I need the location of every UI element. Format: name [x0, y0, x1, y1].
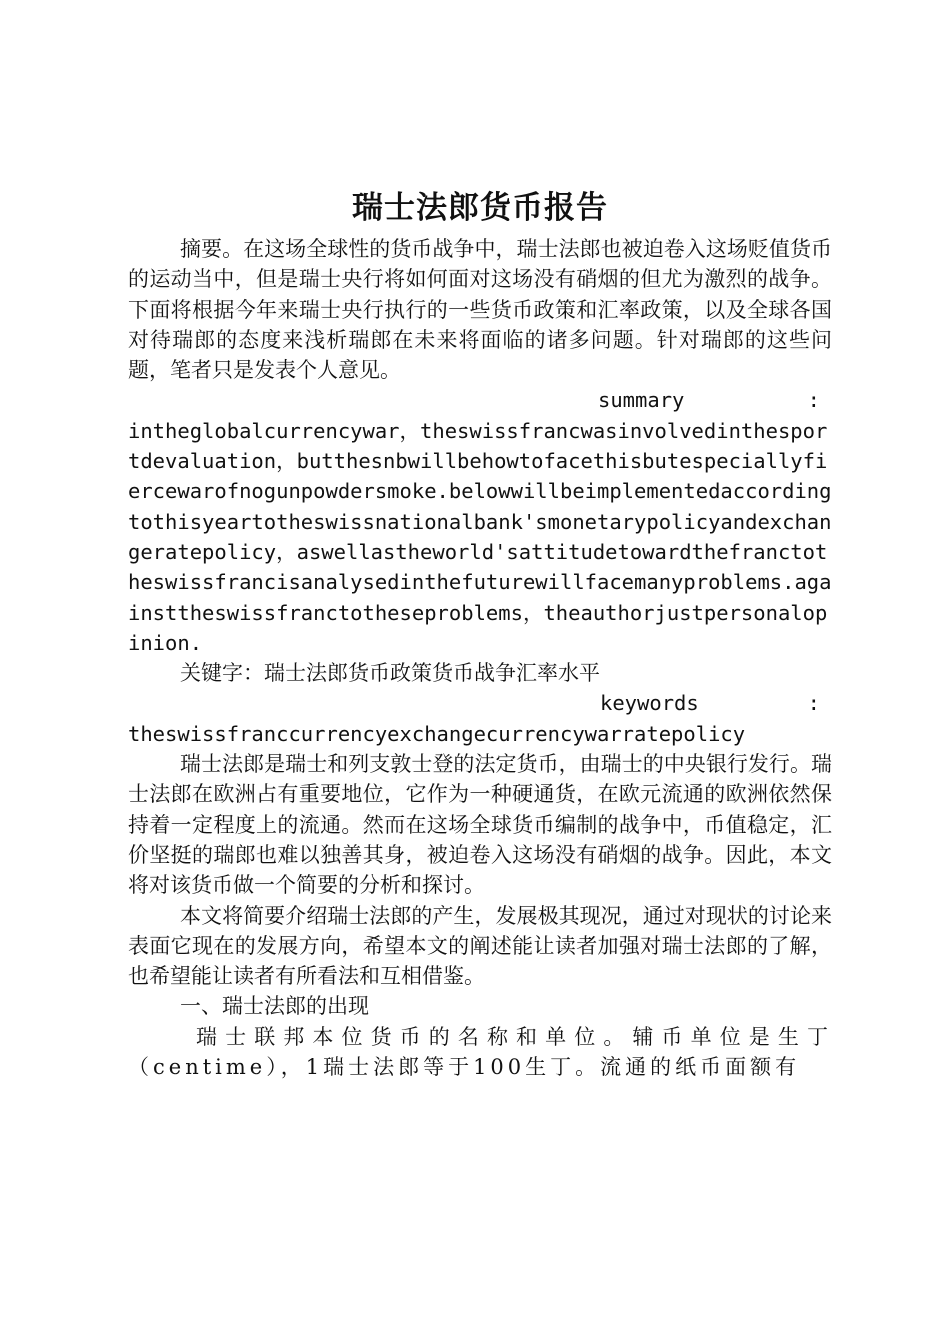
document-page: [128, 186, 832, 1082]
paragraph-purpose: 本文将简要介绍瑞士法郎的产生，发展极其现况，通过对现状的讨论来表面它现在的发展方向，希望本文的阐述能让读者加强对瑞士法郎的了解，也希望能让读者有所看法和互相借鉴。: [128, 903, 832, 989]
summary-label-row: [128, 385, 832, 415]
keywords-label: keywords: [600, 691, 699, 716]
document-title: 瑞士法郎货币报告: [352, 190, 608, 226]
paragraph-intro: 瑞士法郎是瑞士和列支敦士登的法定货币，由瑞士的中央银行发行。瑞士法郎在欧洲占有重要地位，它作为一种硬通货，在欧元流通的欧洲依然保持着一定程度上的流通。然而在这场全球货币编制的战争中，币值稳定，汇价坚挺的瑞郎也难以独善其身，被迫卷入这场没有硝烟的战争。因此，本文将对该货币做一个简要的分析和探讨。: [128, 752, 832, 898]
section-heading-1: 一、瑞士法郎的出现: [180, 994, 369, 1019]
summary-colon: :: [807, 388, 820, 413]
keywords-colon: :: [807, 691, 820, 716]
summary-label: summary: [598, 388, 685, 413]
abstract-chinese: 摘要。在这场全球性的货币战争中，瑞士法郎也被迫卷入这场贬值货币的运动当中，但是瑞士央行将如何面对这场没有硝烟的但尤为激烈的战争。下面将根据今年来瑞士央行执行的一些货币政策和汇率政策，以及全球各国对待瑞郎的态度来浅析瑞郎在未来将面临的诸多问题。针对瑞郎的这些问题，笔者只是发表个人意见。: [128, 237, 832, 383]
keywords-english: theswissfranccurrencyexchangecurrencywarratepolicy: [128, 721, 746, 746]
paragraph-origin: 瑞士联邦本位货币的名称和单位。辅币单位是生丁（centime），1瑞士法郎等于100生丁。流通的纸币面额有: [128, 1024, 832, 1080]
summary-english: intheglobalcurrencywar，theswissfrancwasinvolvedinthesportdevaluation，butthesnbwillbehowtofacethisbutespeciallyfiercewarofnogunpowdersmoke.belowwillbeimplementedaccordingtothisyeartotheswissnationalbank'smonetarypolicyandexchangeratepolicy，aswellastheworld'sattitudetowardthefranctotheswissfrancisanalysedinthefuturewillfacemanyproblems.againsttheswissfranctotheseproblems，theauthorjustpersonalopinion.: [128, 418, 832, 655]
keywords-label-row: [128, 688, 832, 718]
keywords-chinese: 关键字：瑞士法郎货币政策货币战争汇率水平: [180, 661, 600, 686]
